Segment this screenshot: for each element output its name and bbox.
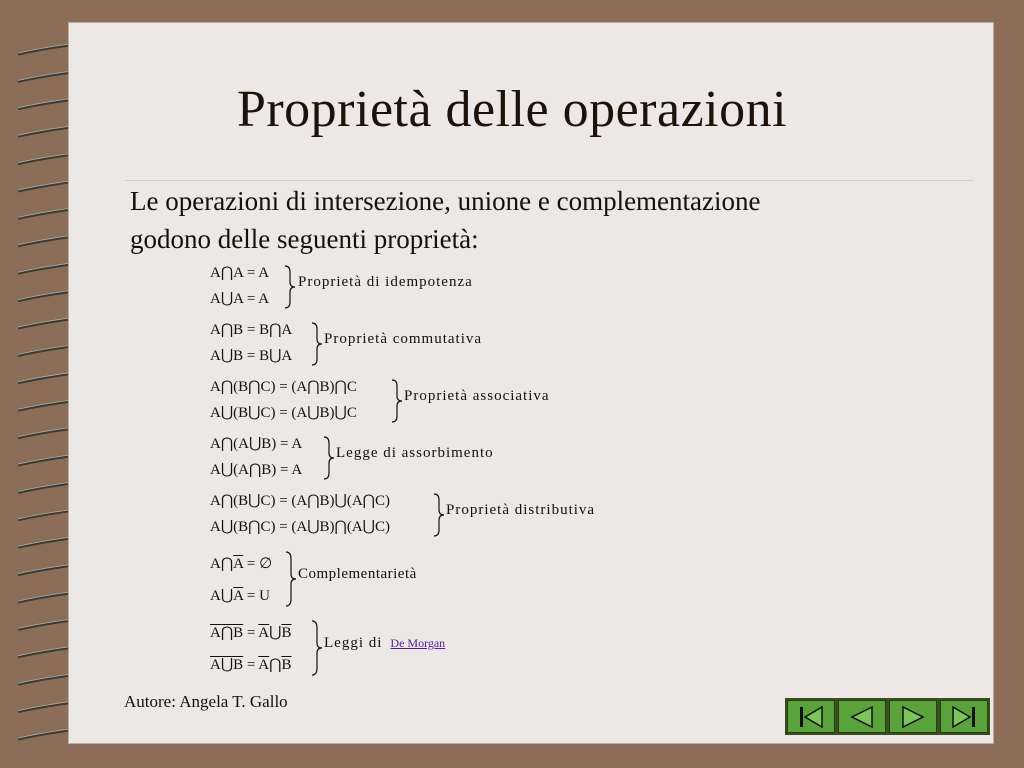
- property-complementarieta: [210, 548, 417, 612]
- skip-forward-icon: [949, 704, 979, 730]
- equation: A⋂B = $\overline{A}⋃\overline{B}$: [210, 625, 292, 641]
- intro-line-2: godono delle seguenti proprietà:: [130, 224, 479, 254]
- equation: A⋃A = A: [210, 291, 270, 307]
- property-label: Legge di assorbimento: [336, 445, 494, 461]
- intro-line-1: Le operazioni di intersezione, unione e complementazione: [130, 186, 761, 216]
- equation: A⋃(B⋂C) = (A⋃B)⋂(A⋃C): [210, 519, 390, 535]
- brace-icon: [284, 550, 298, 608]
- equation: A⋂B = B⋂A: [210, 322, 293, 338]
- first-slide-button[interactable]: [787, 700, 835, 733]
- slide-navigation: [785, 698, 990, 735]
- equation: A⋃(B⋃C) = (A⋃B)⋃C: [210, 405, 357, 421]
- title-divider: [125, 180, 973, 181]
- equation: A⋃B = B⋃A: [210, 348, 293, 364]
- triangle-left-icon: [847, 704, 877, 730]
- brace-icon: [322, 435, 336, 481]
- skip-back-icon: [796, 704, 826, 730]
- property-label: Proprietà di idempotenza: [298, 274, 473, 290]
- triangle-right-icon: [898, 704, 928, 730]
- property-label: Complementarietà: [298, 566, 417, 582]
- equation: A⋂A = A: [210, 265, 270, 281]
- property-label: Leggi di De Morgan: [324, 635, 446, 651]
- property-de-morgan: [210, 617, 446, 681]
- property-associativa: [210, 374, 550, 426]
- equation: $A⋂\overline{A}$ = ∅: [210, 556, 273, 572]
- equation: A⋃B = $\overline{A}⋂\overline{B}$: [210, 657, 292, 673]
- de-morgan-link[interactable]: De Morgan: [390, 636, 446, 650]
- last-slide-button[interactable]: [940, 700, 988, 733]
- next-slide-button[interactable]: [889, 700, 937, 733]
- brace-icon: [283, 264, 297, 310]
- brace-icon: [310, 619, 324, 677]
- equation: A⋃(A⋂B) = A: [210, 462, 303, 478]
- property-commutativa: [210, 317, 483, 369]
- page-title: Proprietà delle operazioni: [236, 81, 788, 138]
- property-label: Proprietà associativa: [404, 388, 550, 404]
- property-label: Proprietà commutativa: [324, 331, 483, 347]
- author-credit: Autore: Angela T. Gallo: [124, 692, 288, 711]
- equation: A⋂(A⋃B) = A: [210, 436, 303, 452]
- intro-text: [130, 182, 761, 258]
- equation: $A⋃\overline{A} = U$: [210, 588, 270, 604]
- equation: A⋂(B⋂C) = (A⋂B)⋂C: [210, 379, 357, 395]
- equation: A⋂(B⋃C) = (A⋂B)⋃(A⋂C): [210, 493, 390, 509]
- previous-slide-button[interactable]: [838, 700, 886, 733]
- property-label: Proprietà distributiva: [446, 502, 596, 518]
- property-distributiva: [210, 488, 596, 540]
- brace-icon: [310, 321, 324, 367]
- property-assorbimento: [210, 431, 494, 483]
- property-idempotenza: [210, 260, 473, 312]
- brace-icon: [432, 492, 446, 538]
- brace-icon: [390, 378, 404, 424]
